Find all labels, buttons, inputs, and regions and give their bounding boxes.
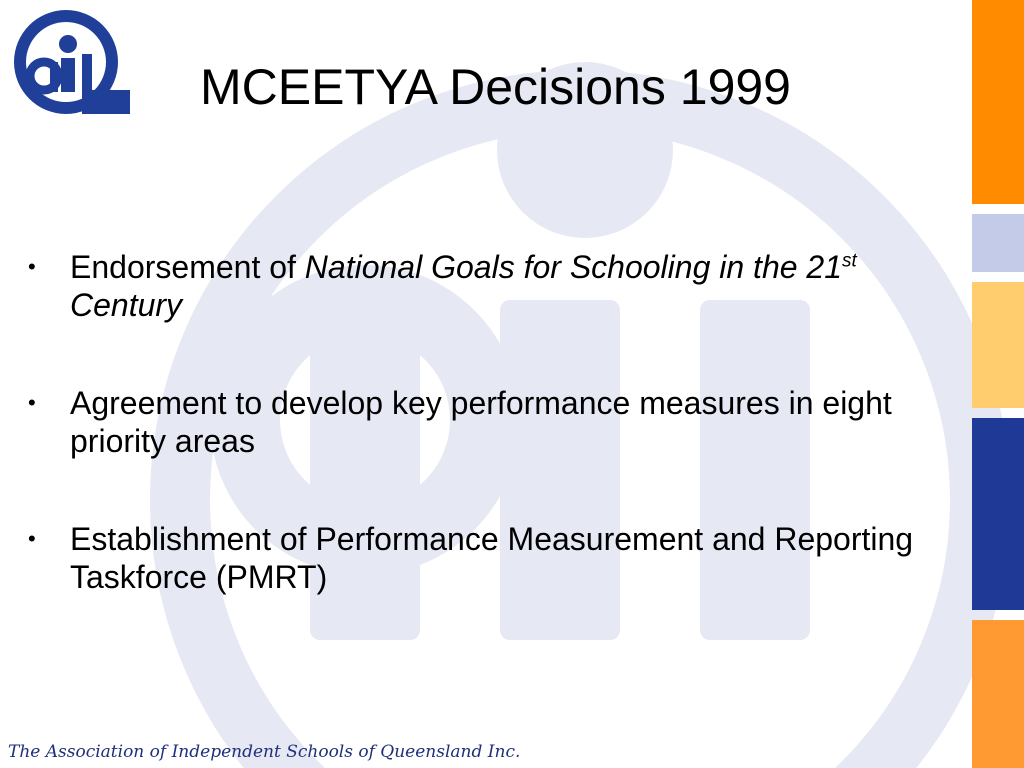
- bullet-text: Endorsement of: [70, 249, 305, 285]
- stripe-navy: [972, 418, 1024, 610]
- ordinal-suffix: st: [842, 250, 857, 272]
- footer-organization-name: The Association of Independent Schools of Queensland Inc.: [8, 742, 521, 762]
- stripe-light-orange: [972, 282, 1024, 408]
- bullet-marker: •: [28, 254, 36, 279]
- bullet-item-establishment: [28, 520, 958, 596]
- stripe-bottom-orange: [972, 620, 1024, 768]
- bullet-list: [28, 248, 958, 656]
- bullet-item-endorsement: [28, 248, 958, 324]
- bullet-text: Agreement to develop key performance measures in eight priority areas: [70, 385, 892, 459]
- bullet-item-agreement: [28, 384, 958, 460]
- bullet-italic-part: National Goals for Schooling in the 21: [304, 249, 843, 285]
- stripe-lavender: [972, 214, 1024, 272]
- ais-logo-icon: [8, 10, 132, 122]
- stripe-orange: [972, 0, 1024, 204]
- slide-title: MCEETYA Decisions 1999: [200, 59, 791, 115]
- bullet-marker: •: [28, 526, 36, 551]
- bullet-italic-part: Century: [70, 287, 183, 323]
- bullet-text: Establishment of Performance Measurement and Reporting Taskforce (PMRT): [70, 521, 914, 595]
- bullet-marker: •: [28, 390, 36, 415]
